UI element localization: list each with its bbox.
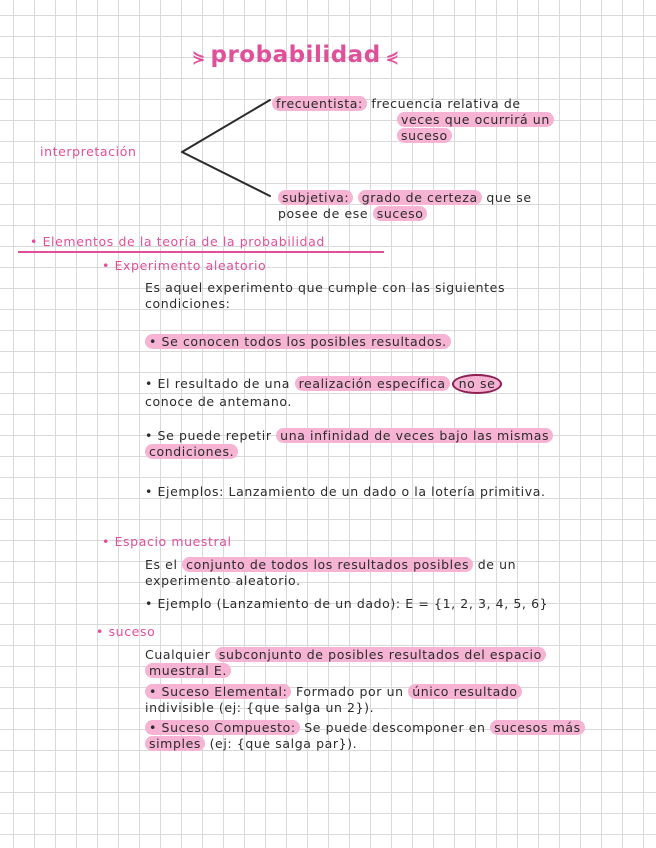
branch-lines-icon bbox=[178, 92, 278, 204]
subjetiva-highlight-2: suceso bbox=[373, 206, 428, 221]
condition-3-highlight: una infinidad de veces bajo las mismas condiciones. bbox=[145, 428, 553, 459]
suceso-elemental bbox=[145, 684, 595, 716]
section-underline bbox=[18, 251, 384, 253]
suceso-compuesto-highlight: sucesos más simples bbox=[145, 720, 585, 751]
suceso-highlight: subconjunto de posibles resultados del espacio muestral E. bbox=[145, 647, 546, 678]
espacio-definition bbox=[145, 557, 605, 589]
suceso-heading bbox=[96, 624, 155, 639]
sparkle-right-icon: ⋞ bbox=[385, 47, 400, 66]
bullet-icon: • bbox=[96, 624, 104, 639]
interpretation-label: interpretación bbox=[40, 144, 137, 159]
suceso-elemental-post: indivisible (ej: {que salga un 2}). bbox=[145, 700, 375, 715]
bullet-icon: • bbox=[102, 258, 110, 273]
frecuentista-text-3: suceso bbox=[397, 128, 452, 143]
condition-2-post: conoce de antemano. bbox=[145, 394, 292, 409]
experimento-intro: Es aquel experimento que cumple con las siguientes condiciones: bbox=[145, 280, 506, 311]
frecuentista-block bbox=[272, 96, 602, 144]
condition-2 bbox=[145, 374, 585, 410]
espacio-example: • Ejemplo (Lanzamiento de un dado): E = {1, 2, 3, 4, 5, 6} bbox=[145, 596, 549, 611]
title-block bbox=[192, 42, 399, 68]
condition-1-text: • Se conocen todos los posibles resultados. bbox=[145, 334, 451, 349]
espacio-pre: Es el bbox=[145, 557, 178, 572]
subjetiva-text-1: que se bbox=[486, 190, 532, 205]
suceso-compuesto-mid: Se puede descomponer en bbox=[304, 720, 486, 735]
espacio-heading-text: Espacio muestral bbox=[114, 534, 232, 549]
page-title: probabilidad bbox=[210, 42, 381, 68]
subjetiva-term: subjetiva: bbox=[278, 190, 353, 205]
bullet-icon: • bbox=[102, 534, 110, 549]
suceso-definition bbox=[145, 647, 585, 679]
subjetiva-text-2: posee de ese bbox=[278, 206, 369, 221]
experimento-heading bbox=[102, 258, 266, 273]
suceso-compuesto bbox=[145, 720, 585, 752]
suceso-elemental-highlight: único resultado bbox=[408, 684, 521, 699]
espacio-post: de un experimento aleatorio. bbox=[145, 557, 517, 588]
frecuentista-text-1: frecuencia relativa de bbox=[371, 96, 521, 111]
section-heading-text: Elementos de la teoría de la probabilidad bbox=[42, 234, 325, 249]
experimento-heading-text: Experimento aleatorio bbox=[114, 258, 267, 273]
condition-1 bbox=[145, 334, 451, 350]
section-heading bbox=[30, 234, 325, 249]
suceso-compuesto-term: • Suceso Compuesto: bbox=[145, 720, 300, 735]
bullet-icon: • bbox=[30, 234, 38, 249]
espacio-highlight: conjunto de todos los resultados posibles bbox=[182, 557, 473, 572]
suceso-pre: Cualquier bbox=[145, 647, 211, 662]
condition-2-highlight: realización específica bbox=[295, 376, 450, 391]
espacio-heading bbox=[102, 534, 232, 549]
subjetiva-block bbox=[278, 190, 598, 222]
condition-2-pre: • El resultado de una bbox=[145, 376, 290, 391]
condition-3 bbox=[145, 428, 575, 460]
condition-2-circled: no se bbox=[452, 374, 503, 394]
condition-3-pre: • Se puede repetir bbox=[145, 428, 272, 443]
subjetiva-highlight: grado de certeza bbox=[358, 190, 482, 205]
condition-4: • Ejemplos: Lanzamiento de un dado o la lotería primitiva. bbox=[145, 484, 546, 499]
sparkle-left-icon: ⋟ bbox=[192, 47, 206, 66]
suceso-compuesto-post: (ej: {que salga par}). bbox=[209, 736, 358, 751]
frecuentista-text-2: veces que ocurrirá un bbox=[397, 112, 554, 127]
frecuentista-term: frecuentista: bbox=[272, 96, 367, 111]
suceso-heading-text: suceso bbox=[108, 624, 156, 639]
suceso-elemental-mid: Formado por un bbox=[295, 684, 404, 699]
suceso-elemental-term: • Suceso Elemental: bbox=[145, 684, 291, 699]
